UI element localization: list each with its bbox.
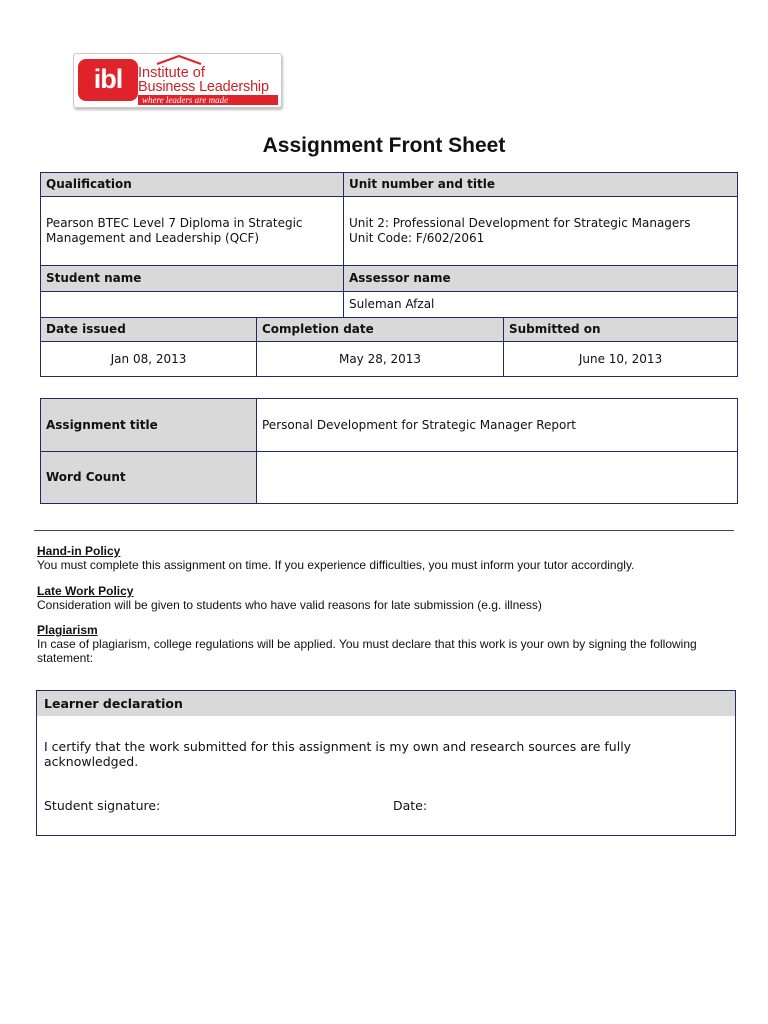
unit-value [344,197,738,266]
qualification-value: Pearson BTEC Level 7 Diploma in Strategic Management and Leadership (QCF) [41,197,344,266]
student-name-label: Student name [41,266,344,292]
section-divider [34,530,734,531]
declaration-text: I certify that the work submitted for this assignment is my own and research sources are fully acknowledged. [44,739,632,769]
policy-text: You must complete this assignment on time. If you experience difficulties, you must inform your tutor accordingly. [37,558,635,572]
assignment-title-value: Personal Development for Strategic Manager Report [257,399,738,452]
signature-date-label: Date: [393,798,428,813]
assessor-name-value: Suleman Afzal [344,292,738,318]
plagiarism-policy [37,623,737,665]
completion-date-value: May 28, 2013 [257,342,504,377]
word-count-field[interactable] [257,452,738,504]
hand-in-policy [37,544,737,572]
roof-icon [156,55,202,65]
unit-label: Unit number and title [344,173,738,197]
assessor-name-label: Assessor name [344,266,738,292]
logo-tagline: where leaders are made [138,95,278,105]
logo-line-2: Business Leadership [138,79,269,95]
late-work-policy [37,584,737,612]
policy-heading: Plagiarism [37,623,98,637]
policy-text: Consideration will be given to students who have valid reasons for late submission (e.g. illness) [37,598,542,612]
submitted-on-label: Submitted on [504,318,738,342]
logo-mark: ibl [78,59,138,101]
assignment-info-table [40,172,738,377]
unit-code: Unit Code: F/602/2061 [349,231,485,245]
unit-title: Unit 2: Professional Development for Strategic Managers [349,216,691,230]
institute-logo [73,53,282,108]
policy-text: In case of plagiarism, college regulations will be applied. You must declare that this work is your own by signing the following statement: [37,637,697,665]
learner-declaration-box [36,690,736,836]
policy-heading: Hand-in Policy [37,544,121,558]
date-issued-label: Date issued [41,318,257,342]
student-signature-label: Student signature: [44,798,161,813]
assignment-title-label: Assignment title [41,399,257,452]
student-name-field[interactable] [41,292,344,318]
policy-heading: Late Work Policy [37,584,134,598]
page-title: Assignment Front Sheet [262,134,506,157]
declaration-heading: Learner declaration [37,691,735,716]
word-count-label: Word Count [41,452,257,504]
logo-line-1: Institute of [138,65,205,81]
date-issued-value: Jan 08, 2013 [41,342,257,377]
qualification-label: Qualification [41,173,344,197]
completion-date-label: Completion date [257,318,504,342]
submitted-on-value: June 10, 2013 [504,342,738,377]
assignment-title-table [40,398,738,504]
